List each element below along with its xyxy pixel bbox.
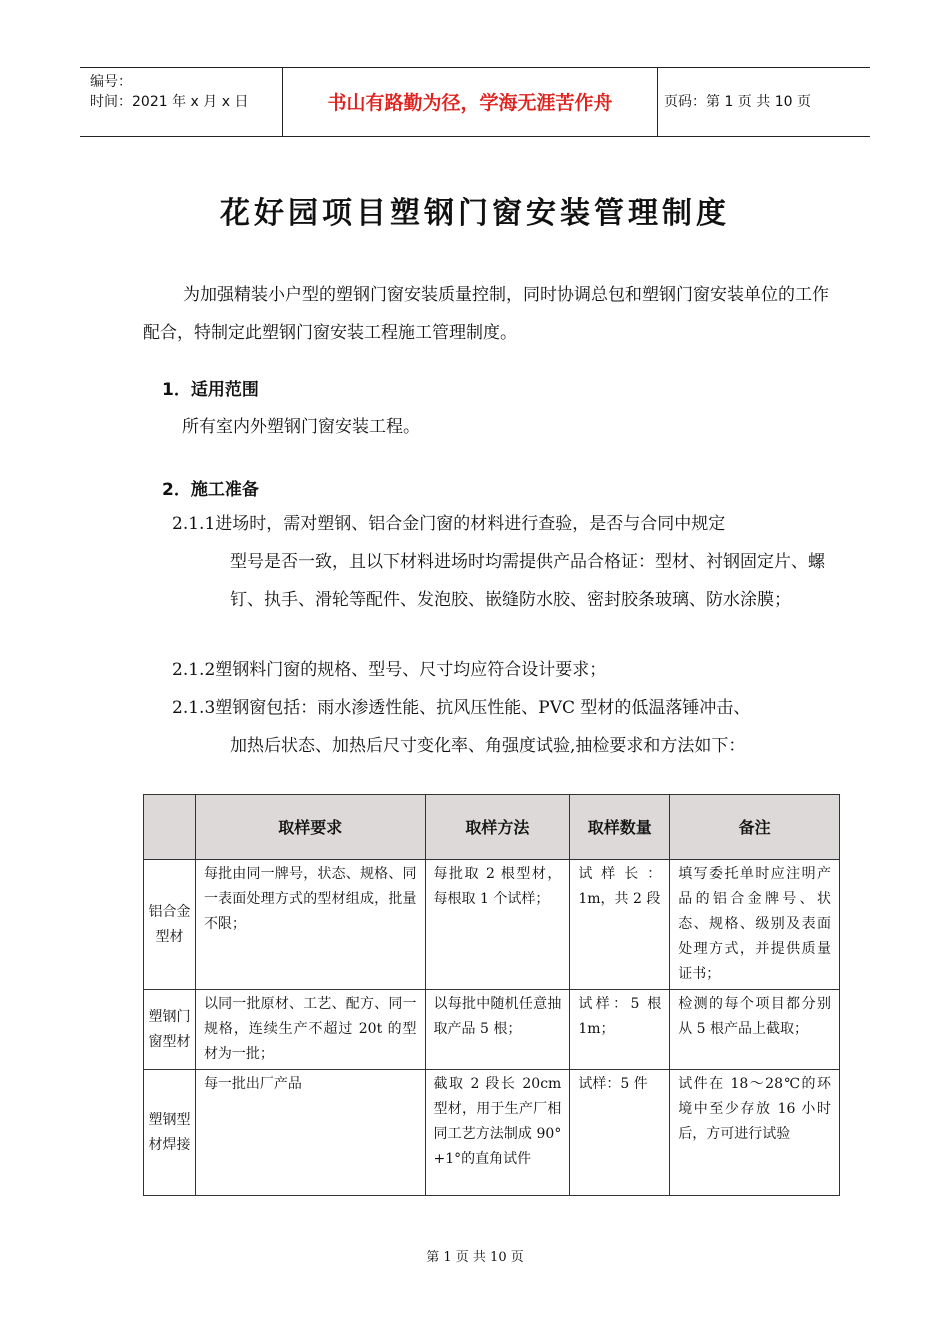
row-label: 铝合金型材 <box>144 860 196 990</box>
page-footer: 第 1 页 共 10 页 <box>426 1250 524 1265</box>
section-2-heading: 2．施工准备 <box>162 480 259 500</box>
cell-method: 每批取 2 根型材，每根取 1 个试样； <box>425 860 570 990</box>
cell-quantity: 试样：5 根 1m； <box>570 990 670 1070</box>
header-slogan: 书山有路勤为径，学海无涯苦作舟 <box>282 68 658 136</box>
header-method: 取样方法 <box>425 795 570 860</box>
table-row <box>144 990 840 1070</box>
row-label: 塑钢门窗型材 <box>144 990 196 1070</box>
item-2-1-1-continuation: 型号是否一致，且以下材料进场时均需提供产品合格证：型材、衬钢固定片、螺钉、执手、滑轮等配件、发泡胶、嵌缝防水胶、密封胶条玻璃、防水涂膜； <box>230 552 825 610</box>
cell-remark: 填写委托单时应注明产品的铝合金牌号、状态、规格、级别及表面处理方式，并提供质量证书； <box>670 860 840 990</box>
cell-quantity: 试样：5 件 <box>570 1070 670 1196</box>
header-page-info: 页码：第 1 页 共 10 页 <box>664 94 811 110</box>
cell-method: 以每批中随机任意抽取产品 5 根； <box>425 990 570 1070</box>
intro-paragraph: 为加强精装小户型的塑钢门窗安装质量控制，同时协调总包和塑钢门窗安装单位的工作配合，特制定此塑钢门窗安装工程施工管理制度。 <box>143 285 829 343</box>
header-requirement: 取样要求 <box>195 795 425 860</box>
item-2-1-1-first-line: 2.1.1进场时，需对塑钢、铝合金门窗的材料进行查验，是否与合同中规定 <box>172 514 726 534</box>
sampling-table <box>143 794 840 1196</box>
section-1-body: 所有室内外塑钢门窗安装工程。 <box>182 417 420 437</box>
cell-requirement: 每一批出厂产品 <box>195 1070 425 1196</box>
cell-method: 截取 2 段长 20cm 型材，用于生产厂相同工艺方法制成 90°+1°的直角试件 <box>425 1070 570 1196</box>
document-title: 花好园项目塑钢门窗安装管理制度 <box>220 196 730 231</box>
table-header-row <box>144 795 840 860</box>
doc-time-label: 时间：2021 年 x 月 x 日 <box>90 94 249 110</box>
item-2-1-3-first-line: 2.1.3塑钢窗包括：雨水渗透性能、抗风压性能、PVC 型材的低温落锤冲击、 <box>172 698 751 718</box>
cell-remark: 试件在 18～28℃的环境中至少存放 16 小时后，方可进行试验 <box>670 1070 840 1196</box>
item-2-1-1 <box>172 505 832 619</box>
item-2-1-3 <box>172 689 832 765</box>
cell-remark: 检测的每个项目都分别从 5 根产品上截取； <box>670 990 840 1070</box>
header-meta <box>90 72 280 112</box>
section-1-heading: 1．适用范围 <box>162 380 259 400</box>
cell-requirement: 每批由同一牌号，状态、规格、同一表面处理方式的型材组成，批量不限； <box>195 860 425 990</box>
header-quantity: 取样数量 <box>570 795 670 860</box>
header-remark: 备注 <box>670 795 840 860</box>
cell-requirement: 以同一批原材、工艺、配方、同一规格，连续生产不超过 20t 的型材为一批； <box>195 990 425 1070</box>
item-2-1-3-continuation: 加热后状态、加热后尺寸变化率、角强度试验,抽检要求和方法如下： <box>230 736 746 756</box>
cell-quantity: 试样长：1m，共 2 段 <box>570 860 670 990</box>
item-2-1-2: 2.1.2塑钢料门窗的规格、型号、尺寸均应符合设计要求； <box>172 660 607 680</box>
header-blank <box>144 795 196 860</box>
doc-number-label: 编号： <box>90 74 132 90</box>
table-row <box>144 860 840 990</box>
row-label: 塑钢型材焊接 <box>144 1070 196 1196</box>
table-row <box>144 1070 840 1196</box>
page-header <box>80 67 870 137</box>
